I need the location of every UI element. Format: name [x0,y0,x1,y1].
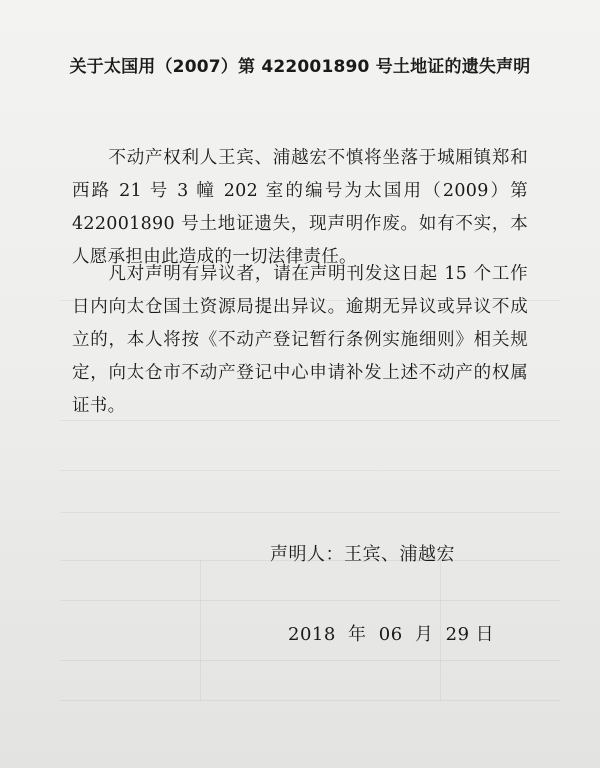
date-day-unit: 日 [475,624,495,645]
bleed-line [60,700,560,701]
declarant-line: 声明人：王宾、浦越宏 [270,544,455,565]
date-line [288,620,500,646]
date-month: 06 [378,624,403,645]
date-month-unit: 月 [414,624,434,645]
paragraph-objection-notice [72,258,528,423]
bleed-line [60,470,560,471]
bleed-line [60,600,560,601]
paragraph-1-text: 不动产权利人王宾、浦越宏不慎将坐落于城厢镇郑和西路 21 号 3 幢 202 室的编号为太国用（2009）第 422001890 号土地证遗失，现声明作废。如有不实，本人愿承担由此造成的一切法律责任。 [72,148,528,267]
date-day: 29 [445,624,470,645]
date-year-unit: 年 [348,624,367,645]
paragraph-loss-statement [72,142,528,274]
bleed-line [200,560,201,700]
date-year: 2018 [288,624,336,645]
bleed-line [60,512,560,513]
document-title: 关于太国用（2007）第 422001890 号土地证的遗失声明 [69,57,531,77]
paragraph-2-text: 凡对声明有异议者，请在声明刊发这日起 15 个工作日内向太仓国土资源局提出异议。逾期无异议或异议不成立的，本人将按《不动产登记暂行条例实施细则》相关规定，向太仓市不动产登记中心申请补发上述不动产的权属证书。 [72,264,528,416]
bleed-line [60,660,560,661]
